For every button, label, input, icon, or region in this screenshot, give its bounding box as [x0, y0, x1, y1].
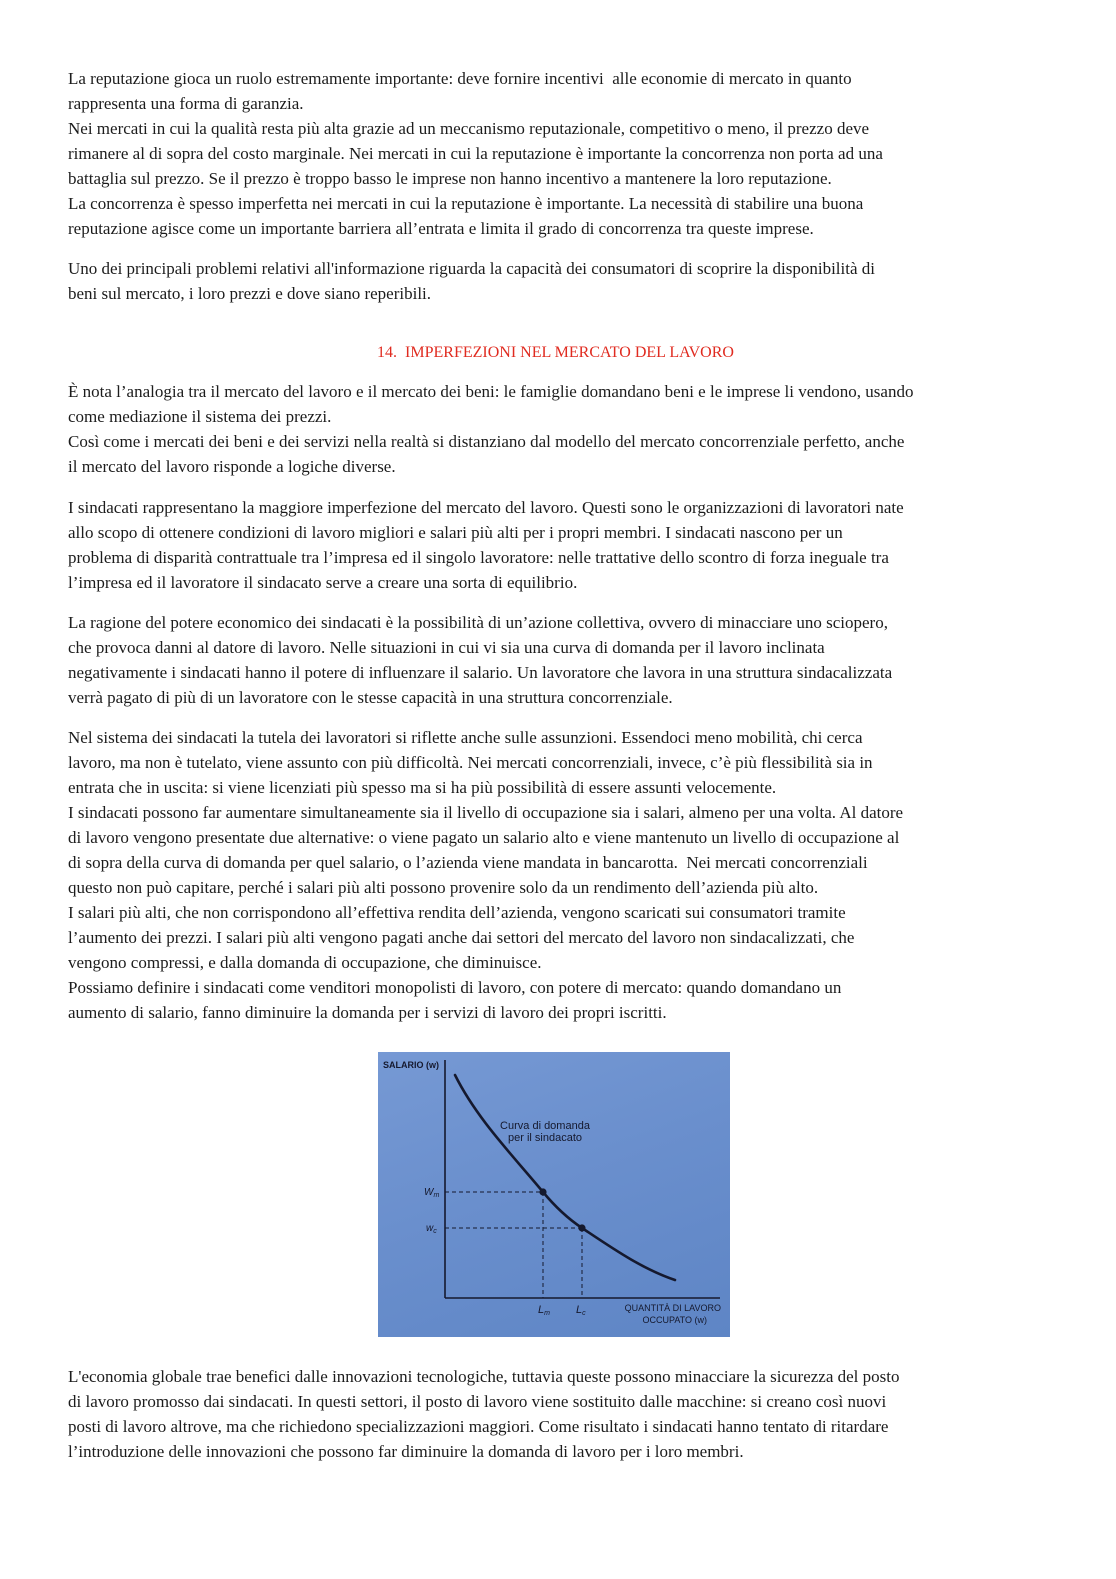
curve-label-line-2: per il sindacato	[508, 1132, 582, 1144]
text-line: L'economia globale trae benefici dalle innovazioni tecnologiche, tuttavia queste possono minacciare la sicurezza del posto	[68, 1367, 900, 1386]
text-line: che provoca danni al datore di lavoro. Nelle situazioni in cui vi sia una curva di domanda per il lavoro inclinata	[68, 638, 825, 657]
text-line: aumento di salario, fanno diminuire la domanda per i servizi di lavoro dei propri iscritti.	[68, 1003, 667, 1022]
text-line: Uno dei principali problemi relativi all'informazione riguarda la capacità dei consumatori di scoprire la disponibilità di	[68, 259, 875, 278]
text-line: Nel sistema dei sindacati la tutela dei lavoratori si riflette anche sulle assunzioni. Essendoci meno mobilità, chi cerca	[68, 728, 863, 747]
text-line: l’impresa ed il lavoratore il sindacato serve a creare una sorta di equilibrio.	[68, 573, 578, 592]
curve-label-line-1: Curva di domanda	[500, 1120, 590, 1132]
lc-label	[576, 1304, 586, 1317]
lm-label-sub: m	[544, 1310, 550, 1317]
paragraph-reputation	[68, 66, 1043, 241]
text-line: posti di lavoro altrove, ma che richiedono specializzazioni maggiori. Come risultato i sindacati hanno tentato di ritardare	[68, 1417, 889, 1436]
paragraph-analogy	[68, 379, 1043, 479]
text-line: di lavoro vengono presentate due alternative: o viene pagato un salario alto e viene mantenuto un livello di occupazione al	[68, 828, 900, 847]
text-line: battaglia sul prezzo. Se il prezzo è troppo basso le imprese non hanno incentivo a mantenere la loro reputazione.	[68, 169, 832, 188]
x-axis-label-line-2: OCCUPATO (w)	[642, 1315, 707, 1325]
text-line: di lavoro promosso dai sindacati. In questi settori, il posto di lavoro viene sostituito dalle macchine: si creano così nuovi	[68, 1392, 887, 1411]
x-axis-label-line-1: QUANTITÀ DI LAVORO	[624, 1303, 721, 1313]
text-line: È nota l’analogia tra il mercato del lavoro e il mercato dei beni: le famiglie domandano beni e le imprese li vendono, usando	[68, 382, 914, 401]
text-line: reputazione agisce come un importante barriera all’entrata e limita il grado di concorrenza tra queste imprese.	[68, 219, 814, 238]
lc-label-sub: c	[582, 1310, 586, 1317]
text-line: verrà pagato di più di un lavoratore con le stesse capacità in una struttura concorrenziale.	[68, 688, 673, 707]
y-axis-label: SALARIO (w)	[383, 1060, 439, 1070]
paragraph-innovation	[68, 1364, 1043, 1464]
lc-label-base: L	[576, 1304, 583, 1316]
text-line: problema di disparità contrattuale tra l’impresa ed il singolo lavoratore: nelle trattative dello scontro di forza ineguale tra	[68, 548, 889, 567]
text-line: Possiamo definire i sindacati come venditori monopolisti di lavoro, con potere di mercato: quando domandano un	[68, 978, 842, 997]
wc-label-sub: c	[433, 1228, 437, 1235]
text-line: I sindacati rappresentano la maggiore imperfezione del mercato del lavoro. Questi sono le organizzazioni di lavoratori nate	[68, 498, 904, 517]
text-line: lavoro, ma non è tutelato, viene assunto con più difficoltà. Nei mercati concorrenziali, invece, c’è più flessibilità sia in	[68, 753, 873, 772]
text-line: Nei mercati in cui la qualità resta più alta grazie ad un meccanismo reputazionale, competitivo o meno, il prezzo deve	[68, 119, 870, 138]
text-line: negativamente i sindacati hanno il potere di influenzare il salario. Un lavoratore che lavora in una struttura sindacalizzata	[68, 663, 893, 682]
text-line: beni sul mercato, i loro prezzi e dove siano reperibili.	[68, 284, 432, 303]
text-line: come mediazione il sistema dei prezzi.	[68, 407, 332, 426]
section-heading: 14. IMPERFEZIONI NEL MERCATO DEL LAVORO	[377, 344, 734, 361]
wm-label-base: W	[424, 1187, 434, 1198]
text-line: rimanere al di sopra del costo marginale. Nei mercati in cui la reputazione è importante la concorrenza non porta ad una	[68, 144, 883, 163]
paragraph-union-power	[68, 610, 1043, 710]
text-line: La concorrenza è spesso imperfetta nei mercati in cui la reputazione è importante. La necessità di stabilire una buona	[68, 194, 864, 213]
text-line: La ragione del potere economico dei sindacati è la possibilità di un’azione collettiva, ovvero di minacciare uno sciopero,	[68, 613, 888, 632]
lm-label-base: L	[538, 1304, 545, 1316]
lm-label	[538, 1304, 550, 1317]
paragraph-union-system	[68, 725, 1043, 1025]
text-line: I salari più alti, che non corrispondono all’effettiva rendita dell’azienda, vengono scaricati sui consumatori tramite	[68, 903, 846, 922]
demand-curve	[455, 1075, 675, 1280]
text-line: Così come i mercati dei beni e dei servizi nella realtà si distanziano dal modello del mercato concorrenziale perfetto, anche	[68, 432, 905, 451]
text-line: allo scopo di ottenere condizioni di lavoro migliori e salari più alti per i propri membri. I sindacati nascono per un	[68, 523, 843, 542]
text-line: di sopra della curva di domanda per quel salario, o l’azienda viene mandata in bancarotta. Nei mercati concorrenziali	[68, 853, 868, 872]
demand-curve-chart	[378, 1052, 730, 1337]
text-line: I sindacati possono far aumentare simultaneamente sia il livello di occupazione sia i salari, almeno per una volta. Al datore	[68, 803, 904, 822]
text-line: il mercato del lavoro risponde a logiche diverse.	[68, 457, 396, 476]
wm-label-sub: m	[433, 1192, 440, 1199]
text-line: questo non può capitare, perché i salari più alti possono provenire solo da un rendimento dell’azienda più alto.	[68, 878, 819, 897]
text-line: l’aumento dei prezzi. I salari più alti vengono pagati anche dai settori del mercato del lavoro non sindacalizzati, che	[68, 928, 855, 947]
text-line: rappresenta una forma di garanzia.	[68, 94, 304, 113]
wm-label	[424, 1187, 439, 1199]
text-line: entrata che in uscita: si viene licenziati più spesso ma si ha più possibilità di essere assunti velocemente.	[68, 778, 777, 797]
paragraph-information	[68, 256, 1043, 306]
union-demand-curve-figure	[378, 1052, 730, 1337]
union-equilibrium-point	[539, 1188, 546, 1195]
paragraph-unions	[68, 495, 1043, 595]
wc-label-base: w	[426, 1223, 434, 1234]
wc-label	[426, 1223, 437, 1235]
text-line: l’introduzione delle innovazioni che possono far diminuire la domanda di lavoro per i loro membri.	[68, 1442, 744, 1461]
text-line: vengono compressi, e dalla domanda di occupazione, che diminuisce.	[68, 953, 542, 972]
competitive-equilibrium-point	[578, 1224, 585, 1231]
text-line: La reputazione gioca un ruolo estremamente importante: deve fornire incentivi alle economie di mercato in quanto	[68, 69, 852, 88]
